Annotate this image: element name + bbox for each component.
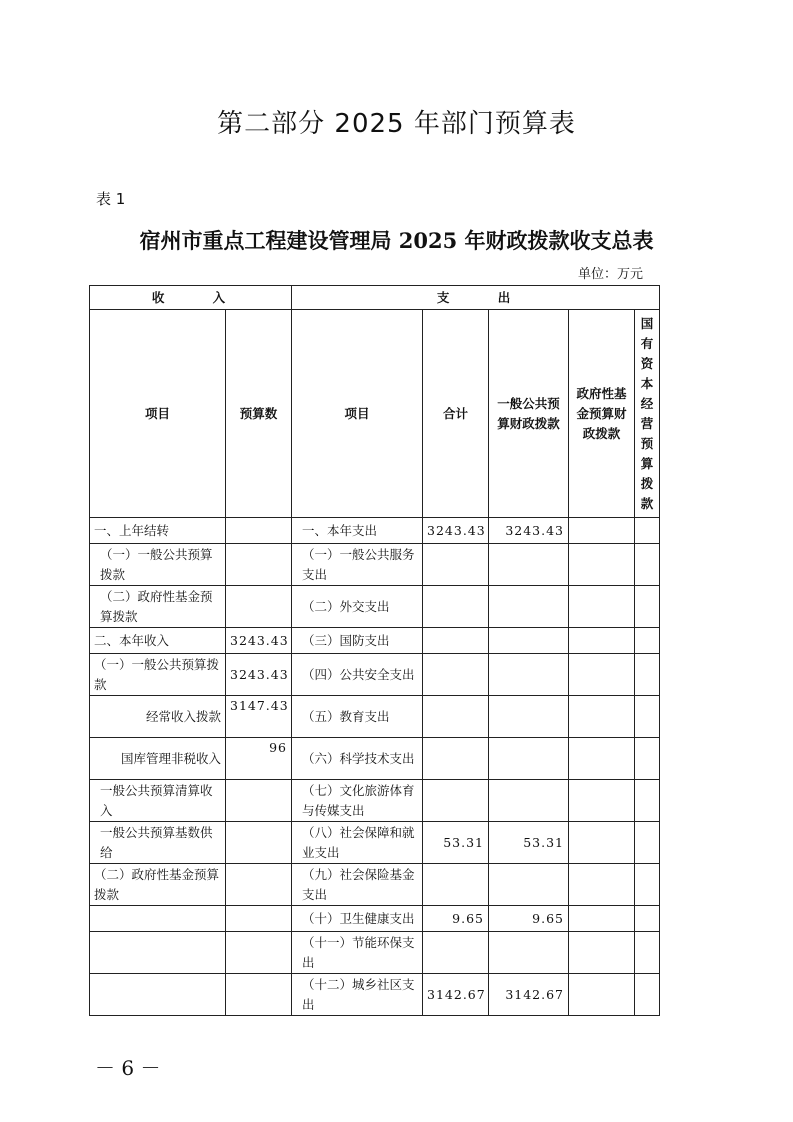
state-capital-value — [635, 586, 660, 628]
total-value — [423, 544, 489, 586]
income-budget — [226, 780, 292, 822]
table-row — [90, 628, 660, 654]
income-item — [90, 906, 226, 932]
expense-item: 一、本年支出 — [292, 518, 423, 544]
income-item: （二）政府性基金预算拨款 — [90, 586, 226, 628]
general-public-value: 53.31 — [489, 822, 569, 864]
col-income-budget: 预算数 — [226, 310, 292, 518]
total-value — [423, 780, 489, 822]
table-row — [90, 586, 660, 628]
total-value: 3142.67 — [423, 974, 489, 1016]
col-gov-fund: 政府性基金预算财政拨款 — [569, 310, 635, 518]
gov-fund-value — [569, 932, 635, 974]
income-budget — [226, 586, 292, 628]
income-item: 一、上年结转 — [90, 518, 226, 544]
income-item: 一般公共预算清算收入 — [90, 780, 226, 822]
gov-fund-value — [569, 780, 635, 822]
total-value — [423, 696, 489, 738]
state-capital-value — [635, 518, 660, 544]
general-public-value — [489, 696, 569, 738]
table-row — [90, 906, 660, 932]
income-item: 一般公共预算基数供给 — [90, 822, 226, 864]
table-title: 宿州市重点工程建设管理局 2025 年财政拨款收支总表 — [139, 228, 654, 253]
income-item — [90, 932, 226, 974]
table-row — [90, 696, 660, 738]
gov-fund-value — [569, 518, 635, 544]
table-row — [90, 738, 660, 780]
expense-item: （三）国防支出 — [292, 628, 423, 654]
table-row — [90, 518, 660, 544]
general-public-value — [489, 932, 569, 974]
group-header-row — [90, 286, 660, 310]
state-capital-value — [635, 974, 660, 1016]
general-public-value: 3243.43 — [489, 518, 569, 544]
gov-fund-value — [569, 974, 635, 1016]
col-expense-item: 项目 — [292, 310, 423, 518]
income-item: 经常收入拨款 — [90, 696, 226, 738]
gov-fund-value — [569, 628, 635, 654]
table-row — [90, 654, 660, 696]
col-state-capital: 国有资本经营预算拨款 — [635, 310, 660, 518]
expense-item: （十）卫生健康支出 — [292, 906, 423, 932]
expense-item: （九）社会保险基金支出 — [292, 864, 423, 906]
income-budget: 3147.43 — [226, 696, 292, 738]
expense-item: （四）公共安全支出 — [292, 654, 423, 696]
total-value: 53.31 — [423, 822, 489, 864]
income-item: （一）一般公共预算拨款 — [90, 544, 226, 586]
state-capital-value — [635, 780, 660, 822]
expense-item: （七）文化旅游体育与传媒支出 — [292, 780, 423, 822]
expense-item: （八）社会保障和就业支出 — [292, 822, 423, 864]
column-header-row — [90, 310, 660, 518]
col-general-public: 一般公共预算财政拨款 — [489, 310, 569, 518]
state-capital-value — [635, 696, 660, 738]
general-public-value — [489, 654, 569, 696]
expense-group-header: 支 出 — [292, 286, 660, 310]
income-item: （一）一般公共预算拨款 — [90, 654, 226, 696]
income-budget — [226, 932, 292, 974]
gov-fund-value — [569, 738, 635, 780]
total-value — [423, 628, 489, 654]
gov-fund-value — [569, 906, 635, 932]
gov-fund-value — [569, 654, 635, 696]
general-public-value — [489, 628, 569, 654]
income-budget — [226, 822, 292, 864]
col-income-item: 项目 — [90, 310, 226, 518]
state-capital-value — [635, 628, 660, 654]
table-number: 表 1 — [96, 190, 126, 208]
table-row — [90, 974, 660, 1016]
table-row — [90, 822, 660, 864]
income-budget — [226, 864, 292, 906]
income-budget — [226, 544, 292, 586]
col-total: 合计 — [423, 310, 489, 518]
expense-item: （六）科学技术支出 — [292, 738, 423, 780]
state-capital-value — [635, 544, 660, 586]
budget-table — [89, 285, 660, 1016]
gov-fund-value — [569, 696, 635, 738]
gov-fund-value — [569, 864, 635, 906]
state-capital-value — [635, 654, 660, 696]
income-item: （二）政府性基金预算拨款 — [90, 864, 226, 906]
total-value — [423, 864, 489, 906]
table-row — [90, 864, 660, 906]
general-public-value: 9.65 — [489, 906, 569, 932]
general-public-value — [489, 738, 569, 780]
income-item — [90, 974, 226, 1016]
general-public-value — [489, 780, 569, 822]
state-capital-value — [635, 932, 660, 974]
income-group-header: 收 入 — [90, 286, 292, 310]
income-item: 二、本年收入 — [90, 628, 226, 654]
expense-item: （一）一般公共服务支出 — [292, 544, 423, 586]
table-row — [90, 780, 660, 822]
income-budget: 96 — [226, 738, 292, 780]
total-value — [423, 738, 489, 780]
general-public-value — [489, 544, 569, 586]
expense-item: （十一）节能环保支出 — [292, 932, 423, 974]
total-value: 9.65 — [423, 906, 489, 932]
expense-item: （十二）城乡社区支出 — [292, 974, 423, 1016]
total-value — [423, 932, 489, 974]
expense-item: （二）外交支出 — [292, 586, 423, 628]
page-number: － 6 － — [95, 1056, 161, 1080]
income-item: 国库管理非税收入 — [90, 738, 226, 780]
expense-item: （五）教育支出 — [292, 696, 423, 738]
gov-fund-value — [569, 822, 635, 864]
gov-fund-value — [569, 586, 635, 628]
general-public-value — [489, 864, 569, 906]
total-value — [423, 654, 489, 696]
table-row — [90, 544, 660, 586]
income-budget — [226, 906, 292, 932]
general-public-value — [489, 586, 569, 628]
general-public-value: 3142.67 — [489, 974, 569, 1016]
part-title: 第二部分 2025 年部门预算表 — [217, 109, 576, 139]
state-capital-value — [635, 822, 660, 864]
total-value: 3243.43 — [423, 518, 489, 544]
income-budget — [226, 518, 292, 544]
unit-label: 单位：万元 — [578, 267, 644, 282]
total-value — [423, 586, 489, 628]
income-budget: 3243.43 — [226, 654, 292, 696]
state-capital-value — [635, 738, 660, 780]
income-budget — [226, 974, 292, 1016]
income-budget: 3243.43 — [226, 628, 292, 654]
state-capital-value — [635, 906, 660, 932]
table-row — [90, 932, 660, 974]
state-capital-value — [635, 864, 660, 906]
gov-fund-value — [569, 544, 635, 586]
